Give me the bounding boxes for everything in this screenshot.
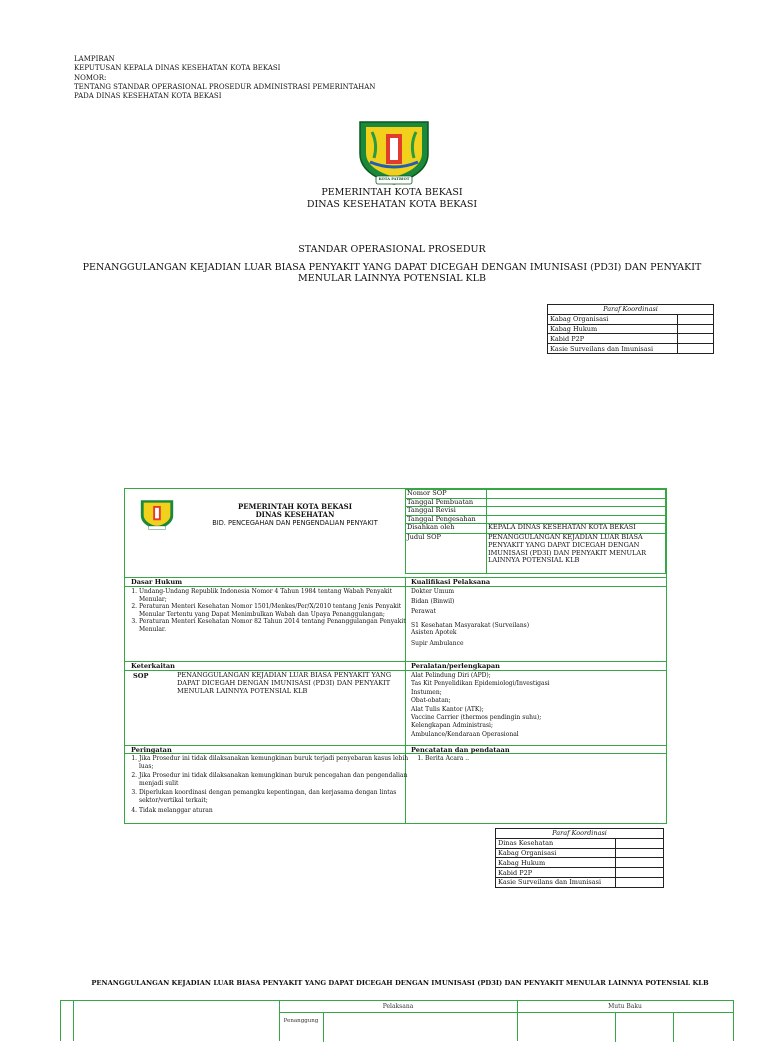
- header-line: KEPUTUSAN KEPALA DINAS KESEHATAN KOTA BEKASI: [74, 64, 281, 73]
- dasar-hukum-title: Dasar Hukum: [131, 578, 183, 586]
- meta-value: PENANGGULANGAN KEJADIAN LUAR BIASA PENYAKIT YANG DAPAT DICEGAH DENGAN IMUNISASI (PD3I) DAN PENYAKIT MENULAR LAINNYA POTENSIAL KLB: [487, 534, 666, 574]
- peringatan-title: Peringatan: [131, 746, 172, 754]
- dasar-hukum-item: 1. Undang-Undang Republik Indonesia Nomor 4 Tahun 1984 tentang Wabah Penyakit Menular;: [139, 588, 409, 603]
- peringatan-item: 2. Jika Prosedur ini tidak dilaksanakan kemungkinan buruk pencegahan dan pengendalian menjadi sulit: [139, 772, 409, 787]
- org-title: [0, 187, 768, 211]
- meta-value: [487, 498, 666, 507]
- sop-title: [0, 244, 768, 285]
- dasar-hukum-item: 3. Peraturan Menteri Kesehatan Nomor 82 Tahun 2014 tentang Penanggulangan Penyakit Menular.: [139, 618, 409, 633]
- flow-subheader-first: Penanggung: [283, 1018, 319, 1024]
- sop-title-line1: STANDAR OPERASIONAL PROSEDUR: [298, 244, 486, 255]
- paraf-signature-cell: [616, 838, 664, 848]
- pencatatan-item: 1. Berita Acara ..: [425, 755, 675, 763]
- logo-banner-text: KOTA PATRIOT: [378, 177, 410, 181]
- meta-value: [487, 507, 666, 516]
- paraf-title: Paraf Koordinasi: [496, 829, 664, 839]
- kualifikasi-title: Kualifikasi Pelaksana: [411, 578, 491, 586]
- flow-col-divider: [73, 1001, 74, 1041]
- header-line: NOMOR:: [74, 73, 107, 82]
- keterkaitan-text: PENANGGULANGAN KEJADIAN LUAR BIASA PENYAKIT YANG DAPAT DICEGAH DENGAN IMUNISASI (PD3I) DAN PENYAKIT MENULAR LAINNYA POTENSIAL KLB: [177, 671, 392, 695]
- flow-header-mutu-baku: Mutu Baku: [608, 1003, 642, 1010]
- paraf-row-label: Dinas Kesehatan: [496, 838, 616, 848]
- dasar-hukum-item: 2. Peraturan Menteri Kesehatan Nomor 1501/Menkes/Per/X/2010 tentang Jenis Penyakit Menular Tertentu yang Dapat Menimbulkan Wabah dan Upaya Penanggulangan;: [139, 603, 409, 618]
- meta-label: Tanggal Pembuatan: [406, 498, 487, 507]
- card-org-line1: PEMERINTAH KOTA BEKASI: [238, 502, 352, 511]
- card-row-divider: [125, 586, 666, 587]
- flow-row-divider: [279, 1012, 733, 1013]
- paraf-row-label: Kabag Hukum: [548, 324, 678, 334]
- paraf-signature-cell: [616, 877, 664, 887]
- paraf-signature-cell: [678, 314, 714, 324]
- flow-col-divider: [615, 1012, 616, 1042]
- card-row-divider: [125, 661, 666, 662]
- kualifikasi-list: [411, 588, 661, 648]
- peralatan-list: [411, 672, 661, 739]
- peralatan-item: Alat Tulis Kantor (ATK);: [411, 705, 484, 713]
- peralatan-item: Ambulance/Kendaraan Operasional: [411, 730, 519, 738]
- document-header: [74, 55, 375, 101]
- org-title-line2: DINAS KESEHATAN KOTA BEKASI: [306, 199, 478, 210]
- sop-card: [124, 488, 667, 824]
- meta-label: Tanggal Revisi: [406, 507, 487, 516]
- kualifikasi-item: Perawat: [411, 608, 436, 616]
- card-org-line3: BID. PENCEGAHAN DAN PENGENDALIAN PENYAKIT: [212, 519, 378, 527]
- card-org-line2: DINAS KESEHATAN: [255, 510, 335, 519]
- sop-meta-table: [405, 489, 666, 574]
- paraf-koordinasi-bottom-table: [495, 828, 664, 888]
- header-line: TENTANG STANDAR OPERASIONAL PROSEDUR ADMINISTRASI PEMERINTAHAN: [74, 82, 376, 91]
- city-emblem-small-logo: [137, 497, 177, 533]
- paraf-signature-cell: [678, 324, 714, 334]
- kualifikasi-item: S1 Kesehatan Masyarakat (Surveilans): [411, 621, 530, 629]
- paraf-row-label: Kasie Surveilans dan Imunisasi: [496, 877, 616, 887]
- kualifikasi-item: Dokter Umum: [411, 588, 455, 595]
- paraf-row-label: Kabag Organisasi: [496, 848, 616, 858]
- dasar-hukum-list: [127, 588, 409, 634]
- peralatan-item: Obat-obatan;: [411, 697, 451, 705]
- peralatan-item: Vaccine Carrier (thermos pendingin suhu);: [411, 714, 542, 722]
- flow-table: [60, 1000, 734, 1041]
- peralatan-item: Instumen;: [411, 688, 442, 696]
- meta-value: KEPALA DINAS KESEHATAN KOTA BEKASI: [487, 524, 666, 534]
- paraf-signature-cell: [616, 868, 664, 878]
- peralatan-item: Tas Kit Penyelidikan Epidemiologi/Investigasi: [411, 680, 550, 688]
- flow-col-divider: [323, 1012, 324, 1042]
- paraf-title: Paraf Koordinasi: [548, 305, 714, 315]
- kualifikasi-item: Bidan (Binwil): [411, 597, 455, 605]
- meta-value: [487, 490, 666, 499]
- pencatatan-list: [411, 755, 675, 763]
- meta-label: Disahkan oleh: [406, 524, 487, 534]
- paraf-row-label: Kabid P2P: [548, 334, 678, 344]
- peralatan-item: Kelengkapan Administrasi;: [411, 722, 493, 730]
- paraf-signature-cell: [616, 848, 664, 858]
- sop-title-line2: PENANGGULANGAN KEJADIAN LUAR BIASA PENYAKIT YANG DAPAT DICEGAH DENGAN IMUNISASI (PD3I) DAN PENYAKIT: [82, 261, 702, 273]
- peringatan-item: 4. Tidak melanggar aturan: [139, 807, 409, 815]
- paraf-signature-cell: [678, 344, 714, 354]
- sop-title-line3: MENULAR LAINNYA POTENSIAL KLB: [298, 273, 486, 284]
- paraf-row-label: Kasie Surveilans dan Imunisasi: [548, 344, 678, 354]
- header-line: PADA DINAS KESEHATAN KOTA BEKASI: [74, 92, 222, 101]
- paraf-koordinasi-table: [547, 304, 714, 354]
- peralatan-item: Alat Pelindung Diri (APD);: [411, 672, 491, 679]
- paraf-row-label: Kabag Hukum: [496, 858, 616, 868]
- meta-label: Judul SOP: [406, 534, 487, 574]
- peralatan-title: Peralatan/perlengkapan: [411, 662, 500, 670]
- meta-label: Tanggal Pengesahan: [406, 515, 487, 524]
- keterkaitan-label: SOP: [133, 672, 149, 680]
- peringatan-list: [127, 755, 409, 814]
- paraf-row-label: Kabid P2P: [496, 868, 616, 878]
- keterkaitan-title: Keterkaitan: [131, 662, 175, 670]
- peringatan-item: 3. Diperlukan koordinasi dengan pemangku kepentingan, dan kerjasama dengan lintas sektor/vertikal terkait;: [139, 789, 409, 804]
- peringatan-item: 1. Jika Prosedur ini tidak dilaksanakan kemungkinan buruk terjadi penyebaran kasus lebih luas;: [139, 755, 409, 770]
- kualifikasi-item: Supir Ambulance: [411, 639, 464, 647]
- kualifikasi-item: Asisten Apotek: [411, 629, 457, 637]
- meta-label: Nomor SOP: [406, 490, 487, 499]
- flow-col-divider: [673, 1012, 674, 1042]
- pencatatan-title: Pencatatan dan pendataan: [411, 746, 510, 754]
- card-org: [185, 503, 405, 527]
- header-line: LAMPIRAN: [74, 55, 115, 63]
- sop-card-header: [125, 489, 666, 578]
- paraf-signature-cell: [616, 858, 664, 868]
- flow-section-title: PENANGGULANGAN KEJADIAN LUAR BIASA PENYAKIT YANG DAPAT DICEGAH DENGAN IMUNISASI (PD3I) DAN PENYAKIT MENULAR LAINNYA POTENSIAL KLB: [91, 979, 709, 987]
- org-title-line1: PEMERINTAH KOTA BEKASI: [321, 187, 463, 198]
- flow-header-pelaksana: Pelaksana: [382, 1003, 414, 1010]
- paraf-row-label: Kabag Organisasi: [548, 314, 678, 324]
- card-row-divider: [125, 745, 666, 746]
- paraf-signature-cell: [678, 334, 714, 344]
- card-row-divider: [125, 753, 666, 754]
